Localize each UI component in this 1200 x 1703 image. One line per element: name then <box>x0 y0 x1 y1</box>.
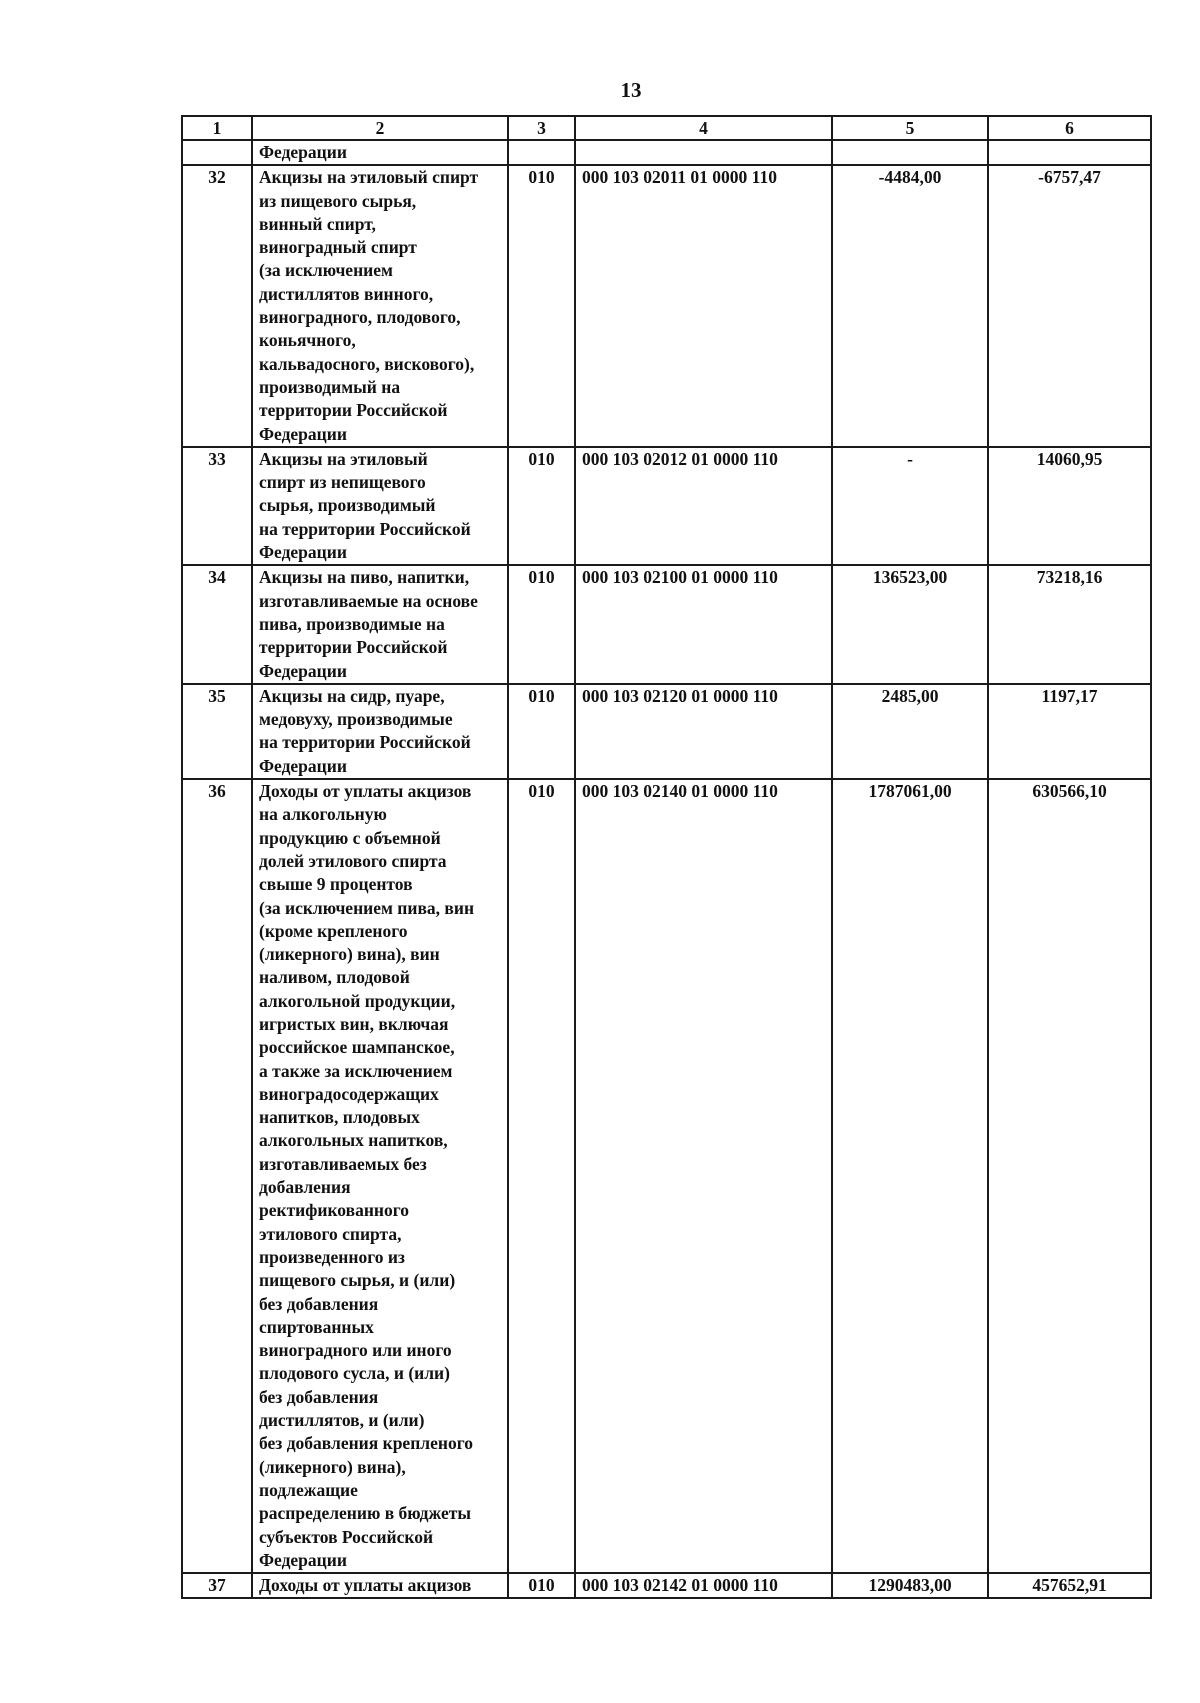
row-kbk: 000 103 02100 01 0000 110 <box>575 565 832 683</box>
budget-table <box>181 115 1152 1599</box>
row-number: 32 <box>182 165 252 447</box>
row-plan: -4484,00 <box>832 165 988 447</box>
row-name: Доходы от уплаты акцизов <box>252 1573 508 1598</box>
header-cell: 2 <box>252 116 508 140</box>
row-code: 010 <box>508 1573 575 1598</box>
table-row <box>182 565 1151 683</box>
row-plan: 2485,00 <box>832 684 988 779</box>
row-number: 33 <box>182 447 252 565</box>
row-code: 010 <box>508 779 575 1573</box>
row-plan: 1290483,00 <box>832 1573 988 1598</box>
table-row <box>182 165 1151 447</box>
table-row <box>182 447 1151 565</box>
continuation-text: Федерации <box>252 140 508 165</box>
header-cell: 4 <box>575 116 832 140</box>
row-fact: 457652,91 <box>988 1573 1151 1598</box>
row-fact: 630566,10 <box>988 779 1151 1573</box>
table-row <box>182 779 1151 1573</box>
row-code: 010 <box>508 165 575 447</box>
row-plan: - <box>832 447 988 565</box>
row-number: 34 <box>182 565 252 683</box>
continuation-row <box>182 140 1151 165</box>
table-row <box>182 684 1151 779</box>
row-fact: 14060,95 <box>988 447 1151 565</box>
row-name: Акцизы на сидр, пуаре, медовуху, производимые на территории Российской Федерации <box>252 684 508 779</box>
row-name: Акцизы на этиловый спирт из непищевого сырья, производимый на территории Российской Федерации <box>252 447 508 565</box>
row-kbk: 000 103 02120 01 0000 110 <box>575 684 832 779</box>
header-row <box>182 116 1151 140</box>
row-code: 010 <box>508 684 575 779</box>
empty-cell <box>508 140 575 165</box>
row-plan: 1787061,00 <box>832 779 988 1573</box>
row-number: 37 <box>182 1573 252 1598</box>
row-code: 010 <box>508 565 575 683</box>
empty-cell <box>182 140 252 165</box>
empty-cell <box>988 140 1151 165</box>
row-fact: -6757,47 <box>988 165 1151 447</box>
row-fact: 1197,17 <box>988 684 1151 779</box>
table-row <box>182 1573 1151 1598</box>
row-plan: 136523,00 <box>832 565 988 683</box>
header-cell: 5 <box>832 116 988 140</box>
empty-cell <box>832 140 988 165</box>
row-name: Акцизы на пиво, напитки, изготавливаемые на основе пива, производимые на территории Российской Федерации <box>252 565 508 683</box>
row-kbk: 000 103 02142 01 0000 110 <box>575 1573 832 1598</box>
header-cell: 1 <box>182 116 252 140</box>
row-kbk: 000 103 02140 01 0000 110 <box>575 779 832 1573</box>
row-number: 36 <box>182 779 252 1573</box>
row-name: Акцизы на этиловый спирт из пищевого сырья, винный спирт, виноградный спирт (за исключением дистиллятов винного, виноградного, плодового, коньячного, кальвадосного, вискового), производимый на территории Российской Федерации <box>252 165 508 447</box>
row-code: 010 <box>508 447 575 565</box>
row-number: 35 <box>182 684 252 779</box>
row-kbk: 000 103 02012 01 0000 110 <box>575 447 832 565</box>
row-fact: 73218,16 <box>988 565 1151 683</box>
header-cell: 6 <box>988 116 1151 140</box>
row-kbk: 000 103 02011 01 0000 110 <box>575 165 832 447</box>
row-name: Доходы от уплаты акцизов на алкогольную продукцию с объемной долей этилового спирта свыше 9 процентов (за исключением пива, вин (кроме крепленого (ликерного) вина), вин наливом, плодовой алкогольной продукции, игристых вин, включая российское шампанское, а также за исключением виноградосодержащих напитков, плодовых алкогольных напитков, изготавливаемых без добавления ректификованного этилового спирта, произведенного из пищевого сырья, и (или) без добавления спиртованных виноградного или иного плодового сусла, и (или) без добавления дистиллятов, и (или) без добавления крепленого (ликерного) вина), подлежащие распределению в бюджеты субъектов Российской Федерации <box>252 779 508 1573</box>
empty-cell <box>575 140 832 165</box>
header-cell: 3 <box>508 116 575 140</box>
page-number: 13 <box>620 78 642 102</box>
